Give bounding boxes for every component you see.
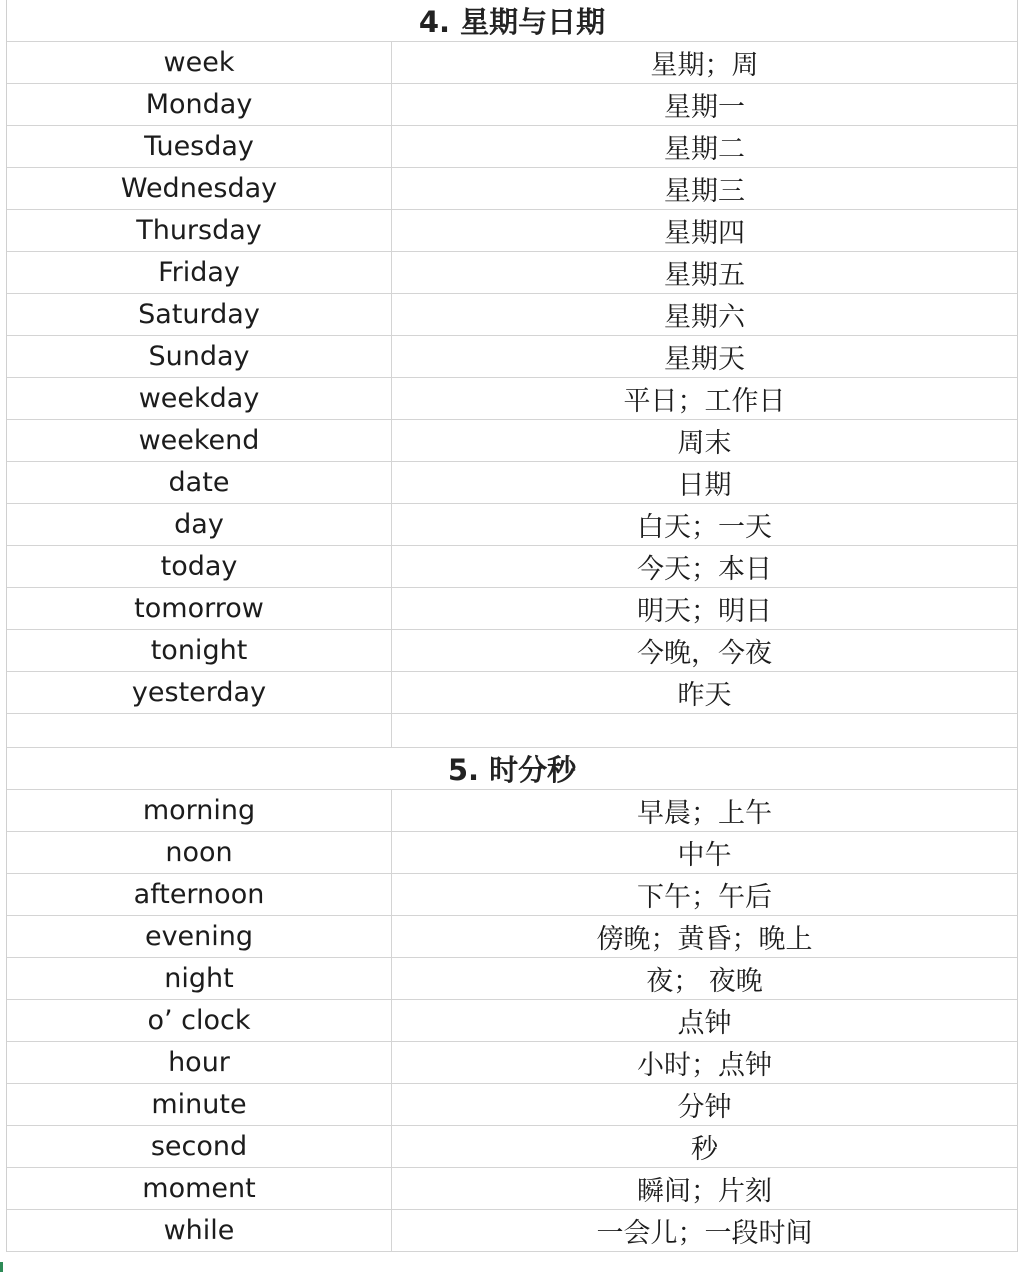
english-cell[interactable]: night xyxy=(7,958,392,999)
english-cell[interactable]: Friday xyxy=(7,252,392,293)
chinese-cell[interactable]: 平日；工作日 xyxy=(623,386,786,417)
chinese-cell[interactable]: 秒 xyxy=(691,1134,718,1165)
table-row xyxy=(7,1000,1017,1042)
table-row xyxy=(7,42,1017,84)
table-row xyxy=(7,378,1017,420)
table-row xyxy=(7,168,1017,210)
spreadsheet xyxy=(6,0,1018,1252)
table-row xyxy=(7,958,1017,1000)
table-row xyxy=(7,126,1017,168)
english-cell[interactable]: second xyxy=(7,1126,392,1167)
english-cell[interactable]: date xyxy=(7,462,392,503)
chinese-cell[interactable]: 星期二 xyxy=(664,134,745,165)
sheet-edge-marker xyxy=(0,1262,3,1272)
empty-row xyxy=(7,714,1017,748)
chinese-cell[interactable]: 早晨；上午 xyxy=(637,798,772,829)
table-row xyxy=(7,420,1017,462)
table-row xyxy=(7,84,1017,126)
table-row xyxy=(7,790,1017,832)
english-cell[interactable]: moment xyxy=(7,1168,392,1209)
empty-cell[interactable] xyxy=(392,714,1017,747)
chinese-cell[interactable]: 星期；周 xyxy=(650,50,759,81)
english-cell[interactable]: Sunday xyxy=(7,336,392,377)
english-cell[interactable]: today xyxy=(7,546,392,587)
table-row xyxy=(7,294,1017,336)
chinese-cell[interactable]: 星期一 xyxy=(664,92,745,123)
chinese-cell[interactable]: 星期三 xyxy=(664,176,745,207)
english-cell[interactable]: noon xyxy=(7,832,392,873)
table-row xyxy=(7,874,1017,916)
english-cell[interactable]: o’ clock xyxy=(7,1000,392,1041)
chinese-cell[interactable]: 昨天 xyxy=(677,680,732,711)
chinese-cell[interactable]: 星期五 xyxy=(664,260,745,291)
table-row xyxy=(7,252,1017,294)
english-cell[interactable]: afternoon xyxy=(7,874,392,915)
english-cell[interactable]: weekday xyxy=(7,378,392,419)
english-cell[interactable]: while xyxy=(7,1210,392,1251)
section-title[interactable]: 4. 星期与日期 xyxy=(7,0,1017,42)
english-cell[interactable]: week xyxy=(7,42,392,83)
english-cell[interactable]: Saturday xyxy=(7,294,392,335)
table-row xyxy=(7,462,1017,504)
chinese-cell[interactable]: 点钟 xyxy=(677,1008,732,1039)
chinese-cell[interactable]: 星期六 xyxy=(664,302,745,333)
table-row xyxy=(7,916,1017,958)
chinese-cell[interactable]: 星期天 xyxy=(664,344,745,375)
english-cell[interactable]: day xyxy=(7,504,392,545)
english-cell[interactable]: yesterday xyxy=(7,672,392,713)
english-cell[interactable]: Wednesday xyxy=(7,168,392,209)
english-cell[interactable]: morning xyxy=(7,790,392,831)
table-row xyxy=(7,546,1017,588)
english-cell[interactable]: tonight xyxy=(7,630,392,671)
english-cell[interactable]: evening xyxy=(7,916,392,957)
english-cell[interactable]: tomorrow xyxy=(7,588,392,629)
english-cell[interactable]: Tuesday xyxy=(7,126,392,167)
chinese-cell[interactable]: 白天；一天 xyxy=(637,512,772,543)
table-row xyxy=(7,1168,1017,1210)
chinese-cell[interactable]: 明天；明日 xyxy=(637,596,772,627)
chinese-cell[interactable]: 一会儿；一段时间 xyxy=(596,1218,813,1249)
section-title[interactable]: 5. 时分秒 xyxy=(7,748,1017,790)
english-cell[interactable]: minute xyxy=(7,1084,392,1125)
english-cell[interactable]: Thursday xyxy=(7,210,392,251)
table-row xyxy=(7,336,1017,378)
table-row xyxy=(7,1210,1017,1252)
chinese-cell[interactable]: 今天；本日 xyxy=(637,554,772,585)
table-row xyxy=(7,1126,1017,1168)
table-row xyxy=(7,504,1017,546)
chinese-cell[interactable]: 今晚，今夜 xyxy=(637,638,772,669)
chinese-cell[interactable]: 小时；点钟 xyxy=(637,1050,772,1081)
table-row xyxy=(7,210,1017,252)
table-row xyxy=(7,630,1017,672)
chinese-cell[interactable]: 周末 xyxy=(677,428,732,459)
table-row xyxy=(7,1084,1017,1126)
table-row xyxy=(7,588,1017,630)
chinese-cell[interactable]: 瞬间；片刻 xyxy=(637,1176,772,1207)
chinese-cell[interactable]: 下午；午后 xyxy=(637,882,772,913)
table-row xyxy=(7,1042,1017,1084)
table-row xyxy=(7,832,1017,874)
chinese-cell[interactable]: 夜； 夜晚 xyxy=(646,966,763,997)
table-row xyxy=(7,672,1017,714)
empty-cell[interactable] xyxy=(7,714,392,747)
english-cell[interactable]: hour xyxy=(7,1042,392,1083)
chinese-cell[interactable]: 分钟 xyxy=(677,1092,732,1123)
english-cell[interactable]: Monday xyxy=(7,84,392,125)
chinese-cell[interactable]: 日期 xyxy=(677,470,732,501)
chinese-cell[interactable]: 星期四 xyxy=(664,218,745,249)
chinese-cell[interactable]: 傍晚；黄昏；晚上 xyxy=(596,924,813,955)
english-cell[interactable]: weekend xyxy=(7,420,392,461)
chinese-cell[interactable]: 中午 xyxy=(677,840,732,871)
